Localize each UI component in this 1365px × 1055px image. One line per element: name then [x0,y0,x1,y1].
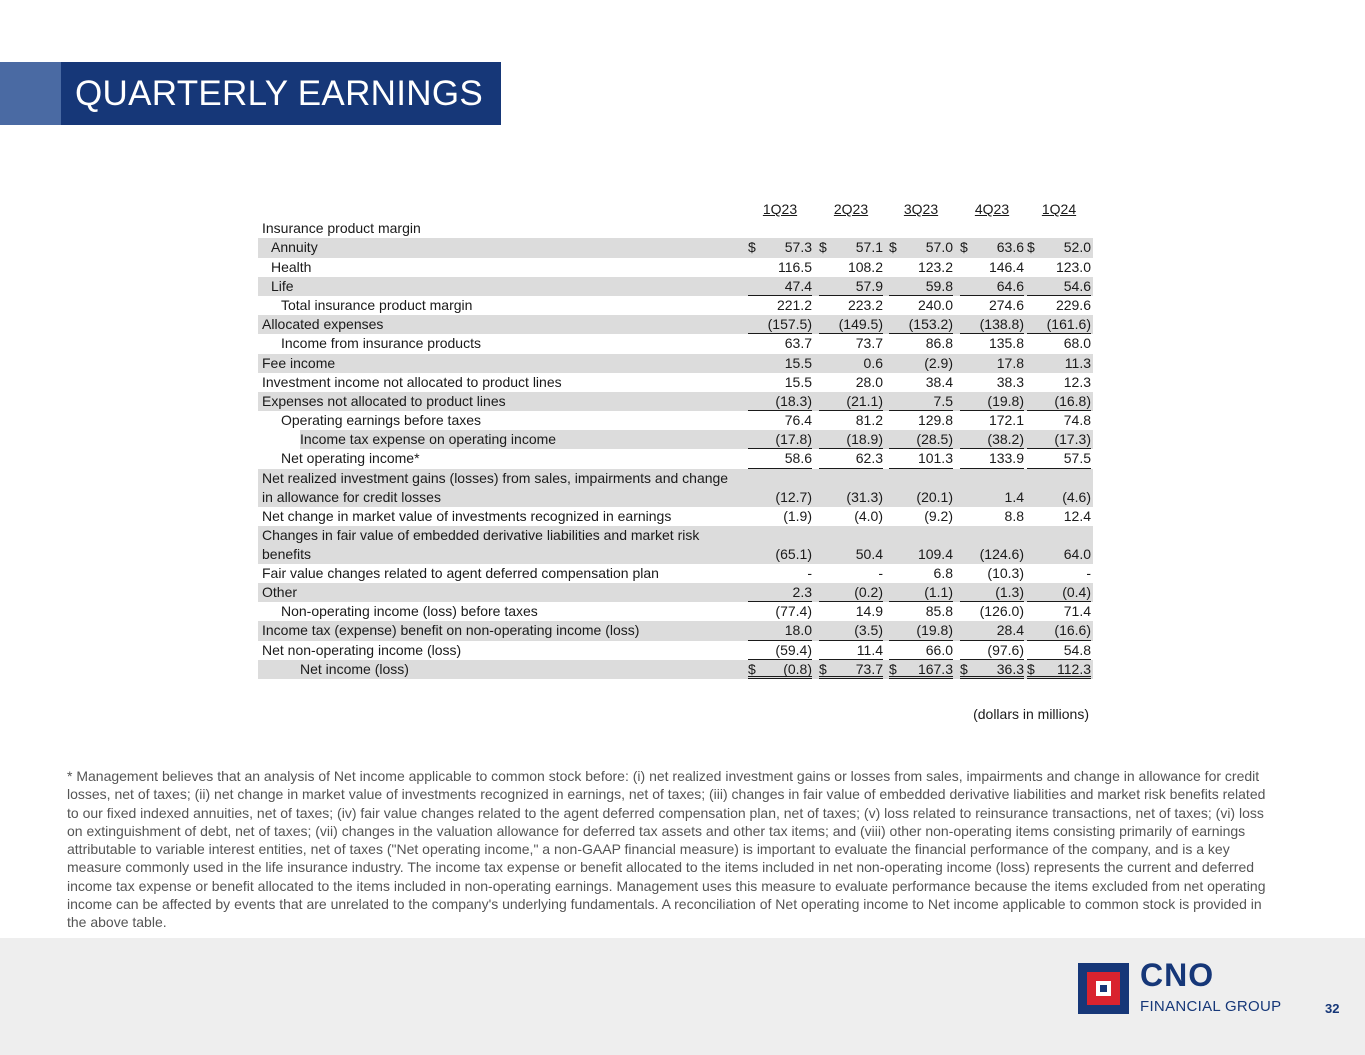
table-cell [889,277,953,296]
page-number: 32 [1325,1001,1340,1016]
table-cell [889,430,953,449]
cell-value: - [1086,564,1091,581]
cell-value: 146.4 [988,258,1024,275]
cell-value: 135.8 [988,335,1024,352]
cell-value: 221.2 [776,296,812,313]
row-label: Operating earnings before taxes [281,412,482,429]
cell-value: 47.4 [784,277,812,294]
cell-value: 108.2 [847,258,883,275]
table-row [258,469,1093,507]
row-label: Net change in market value of investments recognized in earnings [262,507,672,524]
cell-value: 15.5 [784,354,812,371]
table-row [258,660,1093,679]
cell-value: (38.2) [987,431,1024,448]
cell-value: 123.0 [1055,258,1091,275]
cell-value: (0.4) [1062,584,1091,600]
cell-value: (149.5) [838,316,883,333]
table-row [258,583,1093,602]
table-cell [1027,277,1091,296]
table-cell [819,621,883,640]
cell-value: 7.5 [933,392,953,409]
column-header: 4Q23 [974,201,1010,217]
table-cell [819,449,883,468]
cell-value: (10.3) [987,564,1024,581]
table-cell [960,430,1024,449]
table-cell [960,277,1024,296]
table-row [258,238,1093,257]
cell-value: 133.9 [988,450,1024,467]
table-cell [1027,315,1091,334]
row-label: Life [271,277,294,294]
table-cell [889,621,953,640]
table-cell [748,621,812,640]
cell-value: 86.8 [925,335,953,352]
row-label: Changes in fair value of embedded derivative liabilities and market risk benefits [262,526,700,562]
footer-band [0,938,1365,1055]
cell-value: 15.5 [784,373,812,390]
cell-value: 129.8 [917,412,953,429]
table-cell [960,583,1024,602]
cell-value: 81.2 [855,412,883,429]
table-cell [819,641,883,660]
cell-value: 54.6 [1063,277,1091,294]
footnote: * Management believes that an analysis of Net income applicable to common stock before: (i) net realized investment gains or losses from sales, impairments and change in allowance for credit losses, net of taxes; (ii) net change in market value of investments recognized in earnings, net of taxes; (iii) changes in fair value of embedded derivative liabilities and market risk benefits related to our fixed indexed annuities, net of taxes; (iv) fair value changes related to the agent deferred compensation plan, net of taxes; (v) loss related to reinsurance transactions, net of taxes; (vi) loss on extinguishment of debt, net of taxes; (vii) changes in the valuation allowance for deferred tax assets and other tax items; and (viii) other non-operating items consisting primarily of earnings attributable to variable interest entities, net of taxes ("Net operating income," a non-GAAP financial measure) is important to evaluate the financial performance of the company, and is a key measure commonly used in the life insurance industry. The income tax expense or benefit allocated to the items included in net non-operating income (loss) represents the current and deferred income tax expense or benefit allocated to the items included in non-operating earnings. Management uses this measure to evaluate performance because the items excluded from net operating income can be affected by events that are unrelated to the company's underlying fundamentals. A reconciliation of Net operating income to Net income applicable to common stock is provided in the above table. [67,768,1266,931]
cell-value: 64.6 [996,277,1024,294]
cell-value: 57.1 [855,239,883,256]
table-row [258,526,1093,564]
table-cell [748,449,812,468]
table-cell [889,660,953,679]
table-cell [960,449,1024,468]
cell-value: (97.6) [987,641,1024,658]
cell-value: (20.1) [916,488,953,505]
page-title: QUARTERLY EARNINGS [61,62,501,125]
cell-value: 63.7 [784,335,812,352]
dollar-sign: $ [748,660,756,677]
cell-value: (1.9) [783,507,812,524]
row-label: Net income (loss) [300,660,409,677]
table-cell [819,660,883,679]
table-cell [1027,660,1091,679]
cell-value: (21.1) [846,392,883,409]
cell-value: 11.4 [856,641,883,658]
cell-value: 167.3 [917,660,953,677]
cell-value: (138.8) [979,316,1024,333]
row-label: Health [271,258,312,275]
row-label: Insurance product margin [262,220,421,237]
cell-value: (17.8) [775,431,812,448]
logo-subtitle: FINANCIAL GROUP [1140,998,1282,1015]
cell-value: (31.3) [846,488,883,505]
table-cell [960,315,1024,334]
cell-value: 112.3 [1057,660,1091,677]
table-cell [960,641,1024,660]
row-label: Income from insurance products [281,335,481,352]
cell-value: 223.2 [847,296,883,313]
cell-value: 28.0 [855,373,883,390]
table-row [258,354,1093,373]
cell-value: (77.4) [775,603,812,620]
column-header: 2Q23 [833,201,869,217]
table-cell [1027,430,1091,449]
table-cell [889,392,953,411]
row-label: Fair value changes related to agent deferred compensation plan [262,564,659,581]
table-row [258,373,1093,392]
dollar-sign: $ [960,660,968,677]
row-label: Income tax expense on operating income [300,431,557,448]
table-cell [960,660,1024,679]
cell-value: 58.6 [784,450,812,467]
cell-value: (0.2) [854,584,883,600]
table-row [258,449,1093,468]
dollar-sign: $ [889,660,897,677]
table-row [258,392,1093,411]
cell-value: (3.5) [854,622,883,639]
dollar-sign: $ [819,660,827,677]
row-label: Allocated expenses [262,316,384,333]
table-cell [748,315,812,334]
cell-value: 74.8 [1063,412,1091,429]
cell-value: 66.0 [925,641,953,658]
cell-value: 52.0 [1063,239,1091,256]
cell-value: 59.8 [925,277,953,294]
dollar-sign: $ [748,239,756,256]
cell-value: (18.9) [846,431,883,448]
cell-value: 8.8 [1004,507,1024,524]
table-cell [748,641,812,660]
cell-value: (12.7) [775,488,812,505]
cell-value: - [807,564,812,581]
cell-value: (1.1) [924,584,953,600]
column-header: 1Q24 [1041,201,1077,217]
cell-value: 68.0 [1063,335,1091,352]
table-cell [889,583,953,602]
cell-value: (153.2) [908,316,953,333]
table-header [258,200,1093,219]
cell-value: (2.9) [924,354,953,371]
dollar-sign: $ [819,239,827,256]
table-row [258,334,1093,353]
table-cell [748,430,812,449]
cell-value: 57.3 [784,239,812,256]
cell-value: (65.1) [775,545,812,562]
table-cell [819,430,883,449]
table-row [258,641,1093,660]
cell-value: 71.4 [1063,603,1091,620]
cell-value: 2.3 [792,584,812,600]
table-cell [819,315,883,334]
cell-value: 73.7 [855,335,883,352]
cell-value: (126.0) [979,603,1024,620]
earnings-table [258,200,1093,679]
cell-value: 50.4 [855,545,883,562]
table-cell [889,315,953,334]
cell-value: 64.0 [1063,545,1091,562]
dollar-sign: $ [960,239,968,256]
table-row [258,219,1093,238]
table-row [258,602,1093,621]
cell-value: 57.5 [1063,450,1091,467]
table-cell [819,392,883,411]
cell-value: 63.6 [996,239,1024,256]
table-row [258,277,1093,296]
logo-name: CNO [1140,957,1215,993]
table-cell [748,583,812,602]
cell-value: 14.9 [855,603,883,620]
table-cell [748,660,812,679]
title-accent-block [0,62,61,125]
table-row [258,258,1093,277]
row-label: Net realized investment gains (losses) from sales, impairments and change in allowance for credit losses [262,469,729,505]
cell-value: 54.8 [1063,641,1091,658]
dollar-sign: $ [889,239,897,256]
table-cell [1027,621,1091,640]
table-cell [1027,449,1091,468]
cell-value: (16.8) [1054,392,1091,409]
column-header: 1Q23 [762,201,798,217]
cell-value: 229.6 [1055,296,1091,313]
cell-value: 123.2 [917,258,953,275]
table-row [258,315,1093,334]
row-label: Income tax (expense) benefit on non-operating income (loss) [262,622,640,639]
cno-logo-mark-icon [1078,963,1129,1014]
cell-value: 38.4 [925,373,953,390]
cell-value: (59.4) [775,641,812,658]
cell-value: 116.5 [778,258,812,275]
cell-value: 109.4 [917,545,953,562]
table-row [258,411,1093,430]
table-cell [960,621,1024,640]
cell-value: 57.9 [855,277,883,294]
cell-value: (17.3) [1054,431,1091,448]
cell-value: (19.8) [916,622,953,639]
row-label: Net operating income* [281,450,420,467]
cell-value: 36.3 [996,660,1024,677]
table-cell [748,392,812,411]
cell-value: (16.6) [1054,622,1091,639]
row-label: Non-operating income (loss) before taxes [281,603,538,620]
cell-value: (9.2) [924,507,953,524]
cell-value: 1.4 [1004,488,1024,505]
cell-value: (124.6) [979,545,1024,562]
cell-value: 57.0 [925,239,953,256]
table-cell [960,392,1024,411]
cell-value: 18.0 [784,622,812,639]
dollar-sign: $ [1027,239,1035,256]
cell-value: 28.4 [996,622,1024,639]
units-note: (dollars in millions) [973,706,1089,722]
cell-value: (157.5) [767,316,812,333]
table-row [258,621,1093,640]
table-cell [1027,641,1091,660]
table-cell [819,583,883,602]
cell-value: (18.3) [775,392,812,409]
cell-value: (28.5) [916,431,953,448]
table-cell [1027,583,1091,602]
cell-value: 11.3 [1064,354,1091,371]
cell-value: 172.1 [988,412,1024,429]
column-header: 3Q23 [903,201,939,217]
row-label: Total insurance product margin [281,296,473,313]
cell-value: (161.6) [1046,316,1091,333]
cell-value: 38.3 [996,373,1024,390]
cell-value: 6.8 [933,564,953,581]
table-cell [1027,392,1091,411]
cell-value: 85.8 [925,603,953,620]
cell-value: 12.4 [1063,507,1091,524]
cell-value: 101.3 [917,450,953,467]
cell-value: 274.6 [988,296,1024,313]
table-row [258,564,1093,583]
cell-value: 240.0 [917,296,953,313]
table-row [258,296,1093,315]
table-cell [819,277,883,296]
table-cell [889,641,953,660]
cell-value: (4.0) [854,507,883,524]
cell-value: (4.6) [1062,488,1091,505]
cell-value: 73.7 [855,660,883,677]
row-label: Net non-operating income (loss) [262,641,462,658]
table-cell [889,449,953,468]
cell-value: 0.6 [863,354,883,371]
table-row [258,430,1093,449]
row-label: Annuity [271,239,318,256]
dollar-sign: $ [1027,660,1035,677]
cell-value: (19.8) [987,392,1024,409]
row-label: Other [262,584,298,600]
row-label: Fee income [262,354,336,371]
table-cell [748,277,812,296]
cell-value: (1.3) [995,584,1024,600]
table-body [258,219,1093,679]
table-row [258,507,1093,526]
cell-value: 17.8 [996,354,1024,371]
cell-value: 62.3 [855,450,883,467]
cell-value: - [878,564,883,581]
cell-value: 12.3 [1063,373,1091,390]
cell-value: (0.8) [783,660,812,677]
row-label: Expenses not allocated to product lines [262,392,506,409]
row-label: Investment income not allocated to product lines [262,373,562,390]
cell-value: 76.4 [784,412,812,429]
